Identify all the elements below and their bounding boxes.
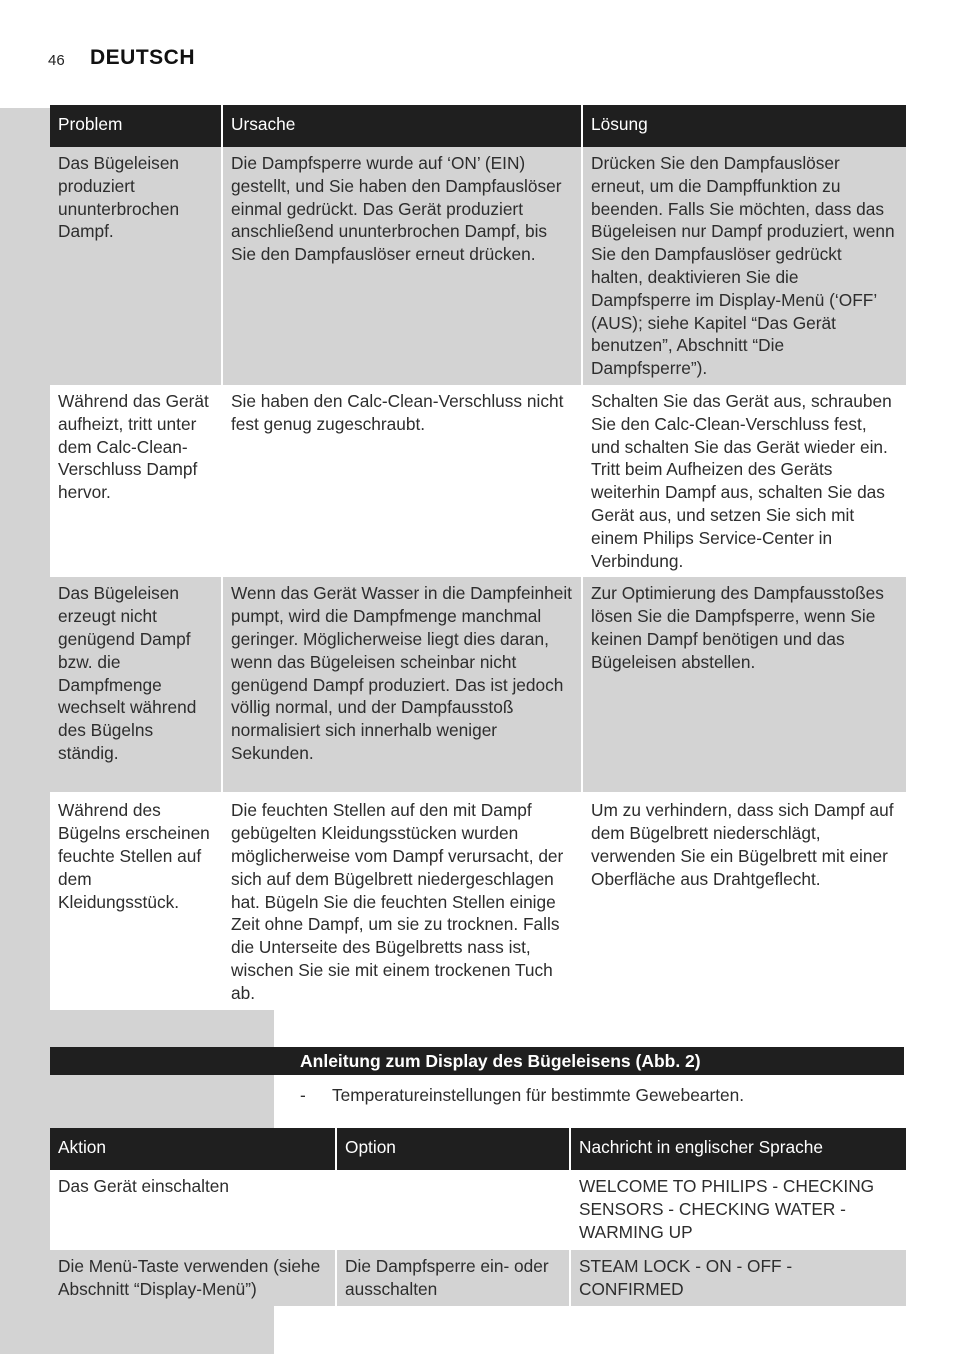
column-header-solution: Lösung <box>582 105 906 147</box>
bullet-item <box>300 1085 744 1106</box>
table-row <box>50 1170 906 1250</box>
message-cell: WELCOME TO PHILIPS - CHECKING SENSORS - CHECKING WATER - WARMING UP <box>570 1170 906 1250</box>
solution-cell: Schalten Sie das Gerät aus, schrauben Sie den Calc-Clean-Verschluss fest, und schalten Sie das Gerät wieder ein. Tritt beim Aufheizen des Geräts weiterhin Dampf aus, schalten Sie das Gerät aus, und setzen Sie sich mit einem Philips Service-Center in Verbindung. <box>582 385 906 577</box>
cause-cell: Wenn das Gerät Wasser in die Dampfeinheit pumpt, wird die Dampfmenge manchmal geringer. Möglicherweise liegt dies daran, wenn das Bügeleisen scheinbar nicht genügend Dampf produziert. Das ist jedoch völlig normal, und der Dampfausstoß normalisiert sich innerhalb weniger Sekunden. <box>222 577 582 793</box>
column-header-problem: Problem <box>50 105 222 147</box>
table-row <box>50 385 906 577</box>
column-header-cause: Ursache <box>222 105 582 147</box>
page-number: 46 <box>48 52 65 69</box>
table-header-row <box>50 1128 906 1170</box>
display-messages-table <box>50 1128 906 1306</box>
table-header-row <box>50 105 906 147</box>
option-cell <box>336 1170 570 1250</box>
table-row <box>50 147 906 385</box>
column-header-action: Aktion <box>50 1128 336 1170</box>
problem-cell: Während des Bügelns erscheinen feuchte Stellen auf dem Kleidungsstück. <box>50 793 222 1009</box>
bullet-text: Temperatureinstellungen für bestimmte Gewebearten. <box>332 1085 745 1105</box>
action-cell: Das Gerät einschalten <box>50 1170 336 1250</box>
column-header-option: Option <box>336 1128 570 1170</box>
table-row <box>50 793 906 1009</box>
bullet-dash: - <box>300 1085 306 1105</box>
section-title-bar <box>50 1047 904 1075</box>
solution-cell: Drücken Sie den Dampfauslöser erneut, um die Dampffunktion zu beenden. Falls Sie möchten, dass das Bügeleisen nur Dampf produziert, wenn Sie den Dampfauslöser gedrückt halten, deaktivieren Sie die Dampfsperre im Display-Menü (‘OFF’ (AUS); siehe Kapitel “Das Gerät benutzen”, Abschnitt “Die Dampfsperre”). <box>582 147 906 385</box>
table-row <box>50 577 906 793</box>
margin-block <box>48 1010 274 1044</box>
problem-cell: Das Bügeleisen erzeugt nicht genügend Dampf bzw. die Dampfmenge wechselt während des Bügelns ständig. <box>50 577 222 793</box>
section-title: Anleitung zum Display des Bügeleisens (Abb. 2) <box>300 1050 701 1071</box>
cause-cell: Sie haben den Calc-Clean-Verschluss nicht fest genug zugeschraubt. <box>222 385 582 577</box>
cause-cell: Die feuchten Stellen auf den mit Dampf gebügelten Kleidungsstücken wurden möglicherweise vom Dampf verursacht, der sich auf dem Bügelbrett niedergeschlagen hat. Bügeln Sie die feuchten Stellen einige Zeit ohne Dampf, um sie zu trocknen. Falls die Unterseite des Bügelbretts nass ist, wischen Sie sie mit einem trockenen Tuch ab. <box>222 793 582 1009</box>
solution-cell: Um zu verhindern, dass sich Dampf auf dem Bügelbrett niederschlägt, verwenden Sie ein Bügelbrett mit einer Oberfläche aus Drahtgeflecht. <box>582 793 906 1009</box>
troubleshooting-table <box>50 105 906 1010</box>
solution-cell: Zur Optimierung des Dampfausstoßes lösen Sie die Dampfsperre, wenn Sie keinen Dampf benötigen und das Bügeleisen abstellen. <box>582 577 906 793</box>
message-cell: STEAM LOCK - ON - OFF - CONFIRMED <box>570 1250 906 1306</box>
problem-cell: Während das Gerät aufheizt, tritt unter dem Calc-Clean-Verschluss Dampf hervor. <box>50 385 222 577</box>
column-header-message: Nachricht in englischer Sprache <box>570 1128 906 1170</box>
cause-cell: Die Dampfsperre wurde auf ‘ON’ (EIN) gestellt, und Sie haben den Dampfauslöser einmal gedrückt. Das Gerät produziert anschließend ununterbrochen Dampf, bis Sie den Dampfauslöser erneut drücken. <box>222 147 582 385</box>
option-cell: Die Dampfsperre ein- oder ausschalten <box>336 1250 570 1306</box>
problem-cell: Das Bügeleisen produziert ununterbrochen Dampf. <box>50 147 222 385</box>
table-row <box>50 1250 906 1306</box>
action-cell: Die Menü-Taste verwenden (siehe Abschnitt “Display-Menü”) <box>50 1250 336 1306</box>
language-heading: DEUTSCH <box>90 46 196 69</box>
